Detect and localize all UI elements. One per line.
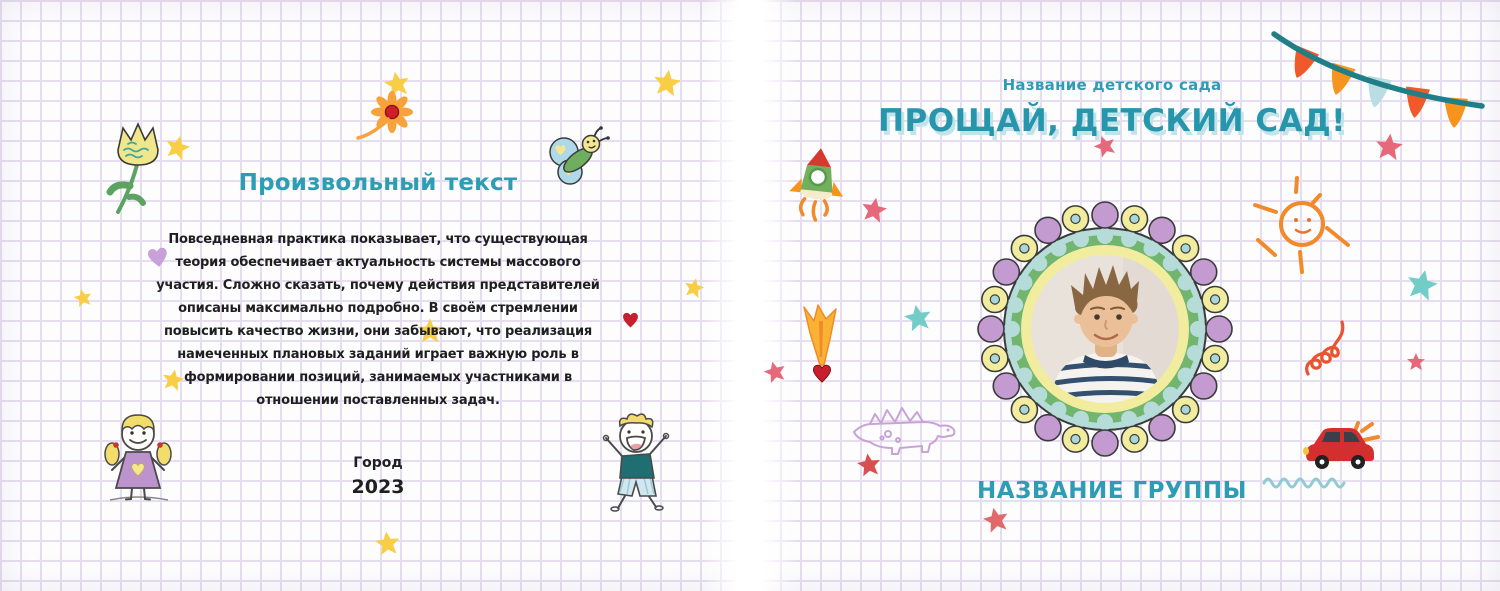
- star-icon: [1406, 352, 1426, 372]
- body-line: участия. Сложно сказать, почему действия представителей: [156, 278, 600, 293]
- body-line: формировании позиций, занимаемых участниками в: [183, 370, 573, 385]
- comet-icon: [800, 305, 846, 389]
- star-icon: [1402, 265, 1442, 305]
- flower-icon: [352, 92, 414, 144]
- rocket-icon: [788, 146, 846, 230]
- kindergarten-name-label: Название детского сада: [1002, 76, 1222, 94]
- sun-icon: [1252, 172, 1356, 282]
- star-icon: [901, 301, 936, 336]
- dinosaur-icon: [848, 396, 964, 458]
- car-icon: [1300, 414, 1396, 478]
- body-line: отношении поставленных задач.: [256, 393, 500, 408]
- body-line: Повседневная практика показывает, что существующая: [168, 232, 588, 247]
- city-label: Город: [353, 455, 403, 471]
- star-icon: [681, 275, 707, 301]
- page-seam: [703, 0, 797, 591]
- group-name-label: НАЗВАНИЕ ГРУППЫ: [976, 478, 1247, 504]
- year-label: 2023: [351, 476, 405, 498]
- body-line: повысить качество жизни, они забывают, что реализация: [163, 324, 592, 339]
- left-page-heading: Произвольный текст: [238, 170, 518, 196]
- boy-doodle-icon: [594, 410, 672, 514]
- star-icon: [71, 286, 95, 310]
- left-page-body: [128, 228, 628, 412]
- star-icon: [650, 66, 684, 100]
- body-line: намеченных плановых заданий играет важную роль в: [177, 347, 579, 362]
- tulip-icon: [100, 120, 170, 215]
- spiral-icon: [1304, 312, 1350, 378]
- body-line: теория обеспечивает актуальность системы массового: [175, 255, 581, 270]
- star-icon: [373, 529, 403, 559]
- cover-title: ПРОЩАЙ, ДЕТСКИЙ САД!: [878, 103, 1346, 139]
- girl-doodle-icon: [102, 402, 174, 502]
- child-photo: [1031, 255, 1179, 403]
- star-icon: [979, 503, 1012, 536]
- star-icon: [858, 194, 890, 226]
- body-line: описаны максимально подробно. В своём стремлении: [178, 301, 578, 316]
